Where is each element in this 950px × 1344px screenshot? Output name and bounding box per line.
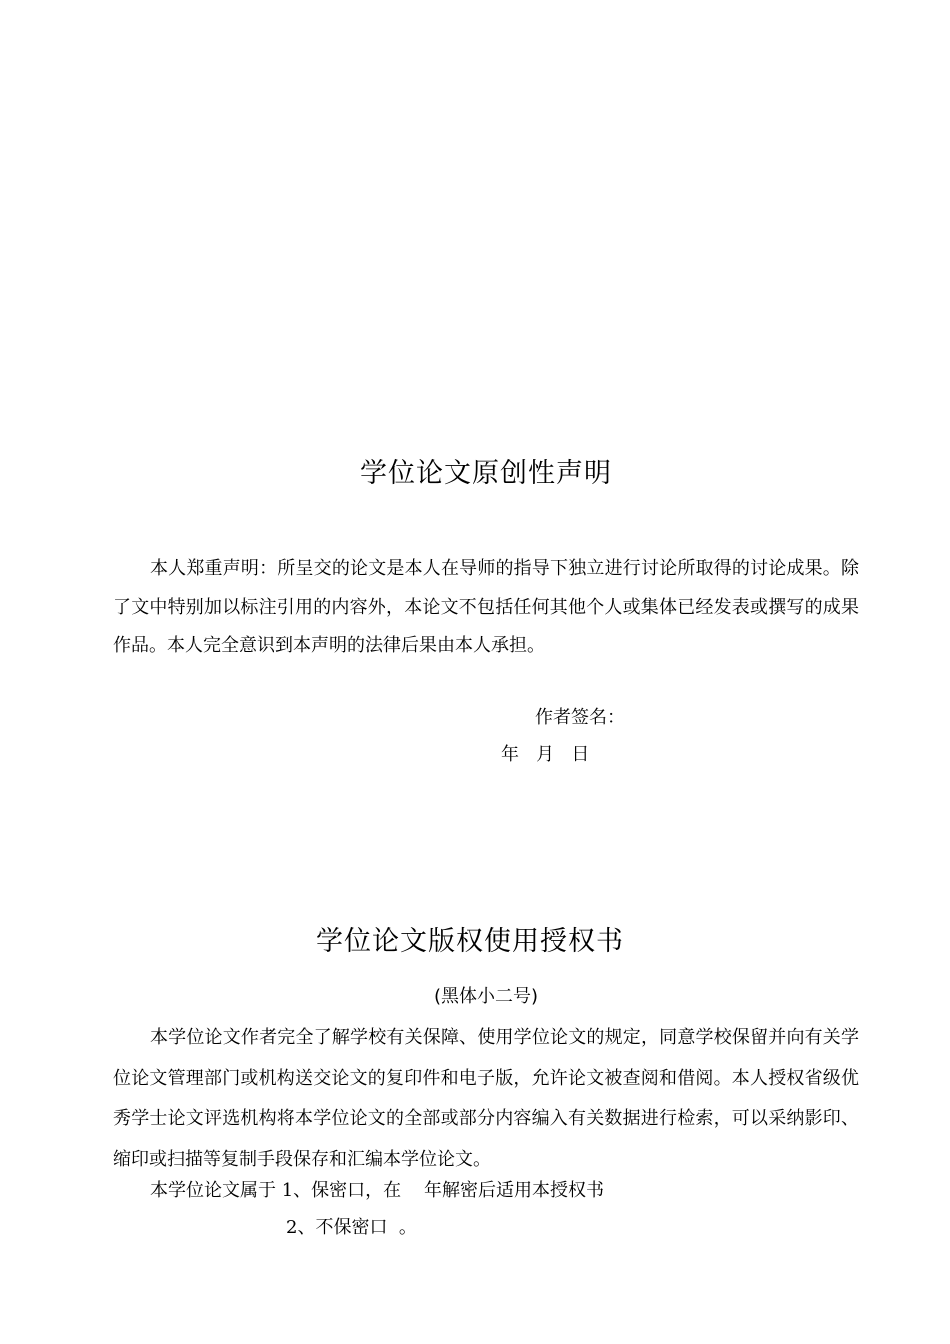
signature-label: 作者签名： (535, 707, 625, 728)
authorization-title: 学位论文版权使用授权书 (316, 926, 624, 957)
authorization-body: 本学位论文作者完全了解学校有关保障、使用学位论文的规定，同意学校保留并向有关学位论文管理部门或机构送交论文的复印件和电子版，允许论文被查阅和借阅。本人授权省级优秀学士论文评选机构将本学位论文的全部或部分内容编入有关数据进行检索，可以采纳影印、缩印或扫描等复制手段保存和汇编本学位论文。 (113, 1027, 859, 1170)
font-note: (黑体小二号) (433, 986, 539, 1007)
date-line: 年 月 日 (501, 744, 590, 765)
declaration-body: 本人郑重声明：所呈交的论文是本人在导师的指导下独立进行讨论所取得的讨论成果。除了文中特别加以标注引用的内容外，本论文不包括任何其他个人或集体已经发表或撰写的成果作品。本人完全意识到本声明的法律后果由本人承担。 (113, 558, 859, 656)
classification-line-non-confidential: 2、不保密口 。 (286, 1217, 417, 1238)
classification-line-confidential: 本学位论文属于 1、保密口，在 年解密后适用本授权书 (150, 1180, 605, 1201)
declaration-title: 学位论文原创性声明 (360, 458, 612, 489)
